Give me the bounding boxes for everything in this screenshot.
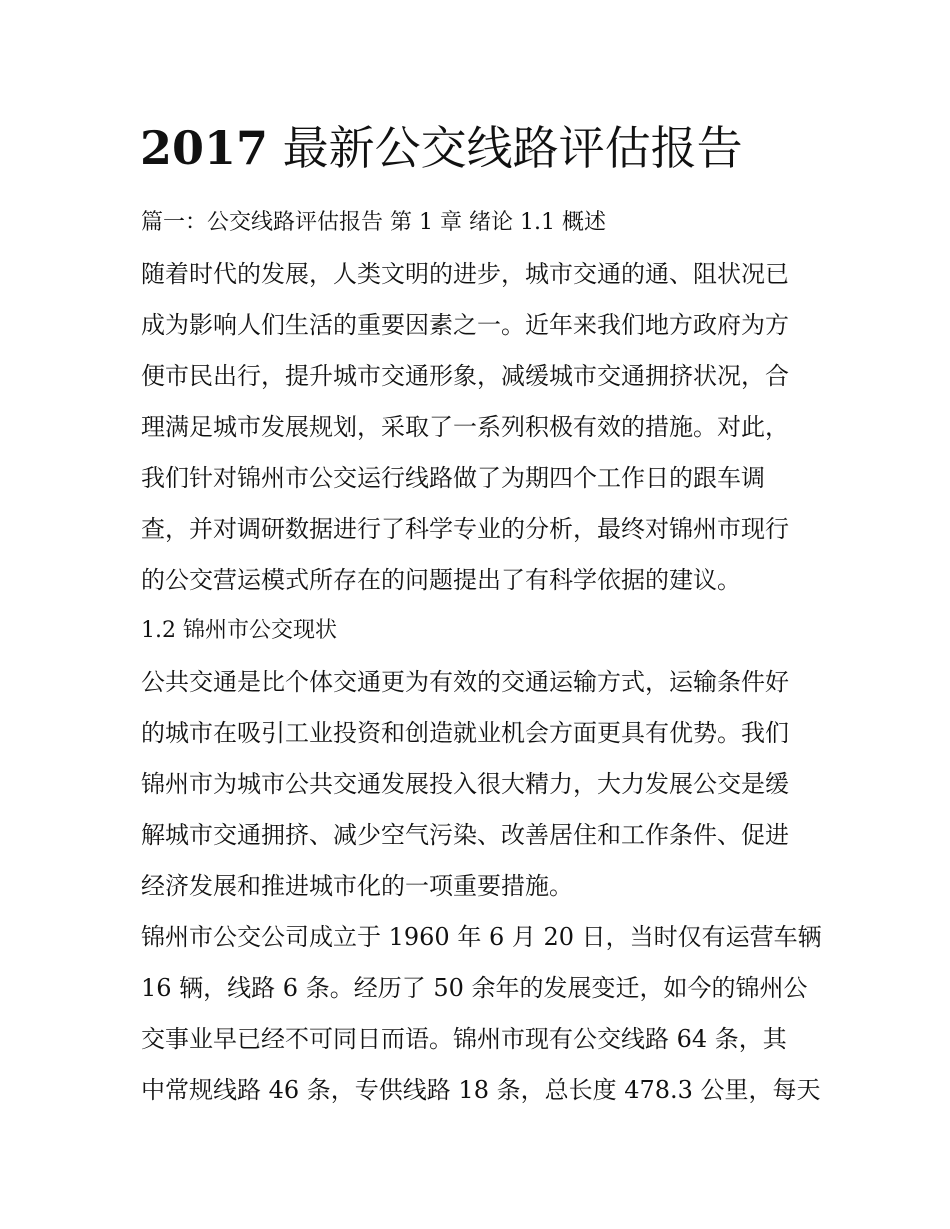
paragraph-line: 我们针对锦州市公交运行线路做了为期四个工作日的跟车调 [141, 464, 765, 492]
title-year: 2017 [140, 121, 269, 175]
paragraph-line: 的城市在吸引工业投资和创造就业机会方面更具有优势。我们 [141, 719, 789, 747]
paragraph-line: 解城市交通拥挤、减少空气污染、改善居住和工作条件、促进 [141, 821, 789, 849]
paragraph-line: 16 辆，线路 6 条。经历了 50 余年的发展变迁，如今的锦州公 [141, 974, 808, 1002]
paragraph-line: 成为影响人们生活的重要因素之一。近年来我们地方政府为方 [141, 311, 789, 339]
paragraph-line: 锦州市为城市公共交通发展投入很大精力，大力发展公交是缓 [141, 770, 789, 798]
title-text: 最新公交线路评估报告 [282, 121, 743, 175]
paragraph-line: 锦州市公交公司成立于 1960 年 6 月 20 日，当时仅有运营车辆 [141, 923, 822, 951]
paragraph-line: 随着时代的发展，人类文明的进步，城市交通的通、阻状况已 [141, 260, 789, 288]
document-title [140, 118, 840, 178]
paragraph-line: 便市民出行，提升城市交通形象，减缓城市交通拥挤状况，合 [141, 362, 789, 390]
document-body [141, 201, 821, 1119]
paragraph-line: 的公交营运模式所存在的问题提出了有科学依据的建议。 [141, 566, 741, 594]
paragraph-line: 理满足城市发展规划，采取了一系列积极有效的措施。对此， [141, 413, 789, 441]
paragraph-line: 公共交通是比个体交通更为有效的交通运输方式，运输条件好 [141, 668, 789, 696]
paragraph-line: 经济发展和推进城市化的一项重要措施。 [141, 872, 573, 900]
section-heading-intro: 篇一：公交线路评估报告 第 1 章 绪论 1.1 概述 [141, 210, 606, 235]
section-heading-status: 1.2 锦州市公交现状 [141, 618, 337, 643]
paragraph-line: 查，并对调研数据进行了科学专业的分析，最终对锦州市现行 [141, 515, 789, 543]
paragraph-line: 交事业早已经不可同日而语。锦州市现有公交线路 64 条，其 [141, 1025, 787, 1053]
paragraph-line: 中常规线路 46 条，专供线路 18 条，总长度 478.3 公里，每天 [141, 1076, 821, 1104]
